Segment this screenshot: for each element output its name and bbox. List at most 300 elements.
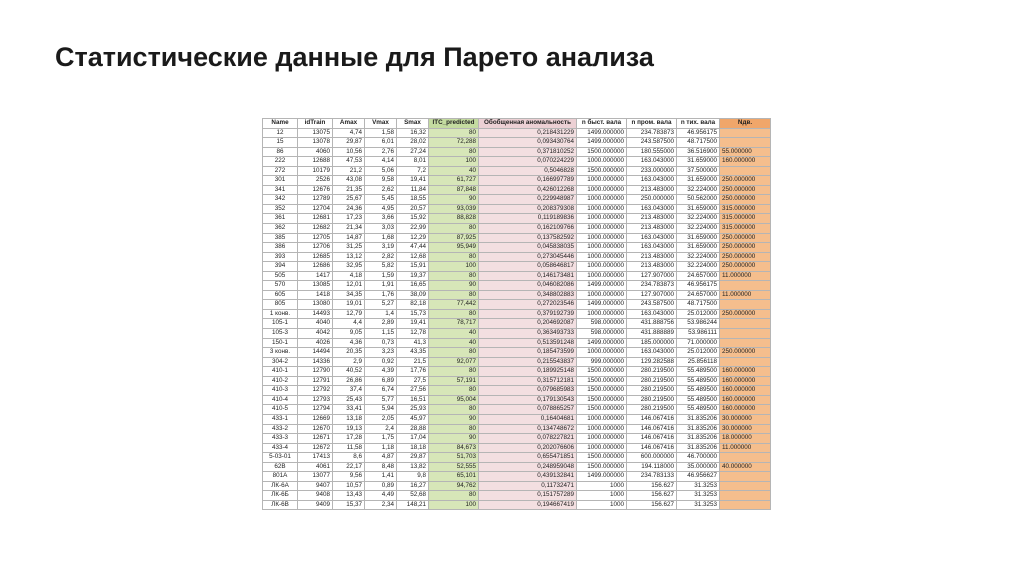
table-cell: 1000.000000 bbox=[577, 224, 627, 234]
table-cell: 280.219500 bbox=[627, 386, 677, 396]
table-cell: 250.000000 bbox=[627, 195, 677, 205]
table-cell bbox=[720, 481, 771, 491]
table-cell: 80 bbox=[429, 290, 479, 300]
table-row bbox=[263, 300, 771, 310]
table-row bbox=[263, 224, 771, 234]
table-cell: 213.483000 bbox=[627, 224, 677, 234]
table-row bbox=[263, 147, 771, 157]
table-cell: 0,426012268 bbox=[479, 185, 577, 195]
table-cell: 2,89 bbox=[365, 319, 397, 329]
table-cell: 19,37 bbox=[397, 271, 429, 281]
table-cell: 304-2 bbox=[263, 357, 298, 367]
table-cell: 163.043000 bbox=[627, 176, 677, 186]
table-cell: 148,21 bbox=[397, 500, 429, 510]
table-cell: 570 bbox=[263, 281, 298, 291]
table-cell: 12,79 bbox=[333, 309, 365, 319]
table-cell: 72,288 bbox=[429, 138, 479, 148]
table-cell: 12791 bbox=[298, 376, 333, 386]
table-cell: 21,5 bbox=[397, 357, 429, 367]
table-cell: 4026 bbox=[298, 338, 333, 348]
table-cell: 5-03-01 bbox=[263, 453, 298, 463]
table-cell: 1000.000000 bbox=[577, 204, 627, 214]
table-cell: 13077 bbox=[298, 472, 333, 482]
table-cell: 100 bbox=[429, 262, 479, 272]
table-cell: 0,348802883 bbox=[479, 290, 577, 300]
table-cell: 14494 bbox=[298, 348, 333, 358]
table-cell: 29,87 bbox=[333, 138, 365, 148]
table-cell: 1000.000000 bbox=[577, 157, 627, 167]
table-cell: 433-2 bbox=[263, 424, 298, 434]
table-cell: 13075 bbox=[298, 128, 333, 138]
table-cell: 80 bbox=[429, 405, 479, 415]
table-cell: 15,37 bbox=[333, 500, 365, 510]
table-cell: 40 bbox=[429, 166, 479, 176]
column-header: Name bbox=[263, 119, 298, 129]
column-header: n тих. вала bbox=[677, 119, 720, 129]
table-cell: 100 bbox=[429, 500, 479, 510]
table-cell: 12794 bbox=[298, 405, 333, 415]
table-cell: 12704 bbox=[298, 204, 333, 214]
table-cell: 185.000000 bbox=[627, 338, 677, 348]
table-cell: 1000.000000 bbox=[577, 271, 627, 281]
table-cell: 11.000000 bbox=[720, 290, 771, 300]
table-cell: 410-2 bbox=[263, 376, 298, 386]
table-cell: 0,146173481 bbox=[479, 271, 577, 281]
table-row bbox=[263, 348, 771, 358]
table-row bbox=[263, 166, 771, 176]
table-cell: 19,13 bbox=[333, 424, 365, 434]
table-cell: 4,36 bbox=[333, 338, 365, 348]
table-cell: 0,093430764 bbox=[479, 138, 577, 148]
table-cell: 1000 bbox=[577, 500, 627, 510]
table-row bbox=[263, 453, 771, 463]
table-cell: 1000.000000 bbox=[577, 176, 627, 186]
table-cell bbox=[720, 319, 771, 329]
table-cell: 13,18 bbox=[333, 414, 365, 424]
table-cell: 12688 bbox=[298, 157, 333, 167]
table-cell: 0,273045446 bbox=[479, 252, 577, 262]
table-cell: 11,58 bbox=[333, 443, 365, 453]
table-cell: 16,32 bbox=[397, 128, 429, 138]
table-cell: 0,272023546 bbox=[479, 300, 577, 310]
table-cell: 12,78 bbox=[397, 329, 429, 339]
table-row bbox=[263, 309, 771, 319]
table-cell: 55.489500 bbox=[677, 395, 720, 405]
table-row bbox=[263, 262, 771, 272]
table-cell: 250.000000 bbox=[720, 233, 771, 243]
table-row bbox=[263, 414, 771, 424]
table-cell: 0,218431229 bbox=[479, 128, 577, 138]
table-cell: 8,6 bbox=[333, 453, 365, 463]
table-cell: 233.000000 bbox=[627, 166, 677, 176]
table-cell: 505 bbox=[263, 271, 298, 281]
table-cell: 386 bbox=[263, 243, 298, 253]
table-cell: 4040 bbox=[298, 319, 333, 329]
table-cell: 86 bbox=[263, 147, 298, 157]
table-cell: 0,079685983 bbox=[479, 386, 577, 396]
table-row bbox=[263, 376, 771, 386]
table-cell: 25.012000 bbox=[677, 309, 720, 319]
table-row bbox=[263, 128, 771, 138]
table-cell: 37,4 bbox=[333, 386, 365, 396]
table-cell: 12789 bbox=[298, 195, 333, 205]
table-cell: 605 bbox=[263, 290, 298, 300]
table-cell: 250.000000 bbox=[720, 243, 771, 253]
table-cell: 1500.000000 bbox=[577, 147, 627, 157]
table-cell: 6,74 bbox=[365, 386, 397, 396]
table-row bbox=[263, 462, 771, 472]
table-cell: 26,86 bbox=[333, 376, 365, 386]
table-cell: 1417 bbox=[298, 271, 333, 281]
table-cell: 0,363493733 bbox=[479, 329, 577, 339]
table-cell: 15,91 bbox=[397, 262, 429, 272]
table-cell: 25,93 bbox=[397, 405, 429, 415]
table-cell: 2,9 bbox=[333, 357, 365, 367]
table-cell: 17,76 bbox=[397, 367, 429, 377]
table-cell: 12706 bbox=[298, 243, 333, 253]
table-cell: 31.835206 bbox=[677, 414, 720, 424]
table-cell: 2,4 bbox=[365, 424, 397, 434]
table-cell: 31.835206 bbox=[677, 443, 720, 453]
table-cell: 95,004 bbox=[429, 395, 479, 405]
table-cell: 80 bbox=[429, 491, 479, 501]
table-cell: 222 bbox=[263, 157, 298, 167]
table-cell: 999.000000 bbox=[577, 357, 627, 367]
table-cell: 4060 bbox=[298, 147, 333, 157]
table-cell: 163.043000 bbox=[627, 157, 677, 167]
table-cell: 24.657000 bbox=[677, 290, 720, 300]
table-cell: 80 bbox=[429, 367, 479, 377]
table-cell: 1000.000000 bbox=[577, 252, 627, 262]
table-cell: 105-1 bbox=[263, 319, 298, 329]
table-cell: 410-3 bbox=[263, 386, 298, 396]
column-header: Smax bbox=[397, 119, 429, 129]
table-row bbox=[263, 329, 771, 339]
table-cell: 1000.000000 bbox=[577, 243, 627, 253]
table-cell: 4,18 bbox=[333, 271, 365, 281]
table-cell: 9408 bbox=[298, 491, 333, 501]
table-cell: 213.483000 bbox=[627, 252, 677, 262]
table-cell: 0,151757289 bbox=[479, 491, 577, 501]
table-cell: 598.000000 bbox=[577, 319, 627, 329]
table-row bbox=[263, 424, 771, 434]
table-cell: 0,058646817 bbox=[479, 262, 577, 272]
table-cell: 127.907000 bbox=[627, 271, 677, 281]
table-cell: 18.000000 bbox=[720, 434, 771, 444]
table-cell: 65,101 bbox=[429, 472, 479, 482]
table-cell: 28,02 bbox=[397, 138, 429, 148]
table-cell bbox=[720, 500, 771, 510]
table-cell: 78,717 bbox=[429, 319, 479, 329]
table-cell bbox=[720, 472, 771, 482]
table-cell: 1,68 bbox=[365, 233, 397, 243]
table-cell: 80 bbox=[429, 128, 479, 138]
table-cell: 146.067416 bbox=[627, 434, 677, 444]
table-cell: 41,3 bbox=[397, 338, 429, 348]
table-cell: 2526 bbox=[298, 176, 333, 186]
table-cell: 160.000000 bbox=[720, 405, 771, 415]
table-cell: 12793 bbox=[298, 395, 333, 405]
table-cell: 146.067416 bbox=[627, 443, 677, 453]
table-row bbox=[263, 443, 771, 453]
table-cell: 80 bbox=[429, 424, 479, 434]
table-cell: 2,76 bbox=[365, 147, 397, 157]
table-cell: 19,41 bbox=[397, 176, 429, 186]
table-cell: 22,99 bbox=[397, 224, 429, 234]
table-cell bbox=[720, 357, 771, 367]
table-cell: 5,82 bbox=[365, 262, 397, 272]
table-cell: 1000.000000 bbox=[577, 348, 627, 358]
table-cell: 31.3253 bbox=[677, 491, 720, 501]
table-row bbox=[263, 138, 771, 148]
table-cell: 194.118000 bbox=[627, 462, 677, 472]
table-cell: 0,204692087 bbox=[479, 319, 577, 329]
table-cell: 1500.000000 bbox=[577, 367, 627, 377]
table-cell: 315.000000 bbox=[720, 214, 771, 224]
table-cell: 1000.000000 bbox=[577, 195, 627, 205]
table-cell: ЛК-6В bbox=[263, 500, 298, 510]
table-cell: 4,39 bbox=[365, 367, 397, 377]
table-row bbox=[263, 185, 771, 195]
table-cell: 46.956175 bbox=[677, 128, 720, 138]
table-cell: 393 bbox=[263, 252, 298, 262]
column-header: n быст. вала bbox=[577, 119, 627, 129]
table-row bbox=[263, 367, 771, 377]
column-header: Vmax bbox=[365, 119, 397, 129]
table-cell: 27,24 bbox=[397, 147, 429, 157]
table-cell: 12,29 bbox=[397, 233, 429, 243]
table-cell: 410-1 bbox=[263, 367, 298, 377]
table-cell: 1499.000000 bbox=[577, 128, 627, 138]
table-cell: 1499.000000 bbox=[577, 338, 627, 348]
table-cell: 46.956627 bbox=[677, 472, 720, 482]
table-cell: 19,01 bbox=[333, 300, 365, 310]
table-cell: 0,194667419 bbox=[479, 500, 577, 510]
table-cell: 25.856118 bbox=[677, 357, 720, 367]
table-cell: 0,655471851 bbox=[479, 453, 577, 463]
table-cell: 94,762 bbox=[429, 481, 479, 491]
header-row bbox=[263, 119, 771, 129]
table-cell: 0,078865257 bbox=[479, 405, 577, 415]
table-cell: 22,17 bbox=[333, 462, 365, 472]
table-cell: 1000.000000 bbox=[577, 262, 627, 272]
table-cell: 0,215543837 bbox=[479, 357, 577, 367]
table-cell: 1,41 bbox=[365, 472, 397, 482]
table-cell: 7,2 bbox=[397, 166, 429, 176]
table-cell: 2,82 bbox=[365, 252, 397, 262]
table-cell: 45,97 bbox=[397, 414, 429, 424]
table-cell: 341 bbox=[263, 185, 298, 195]
table-cell: 361 bbox=[263, 214, 298, 224]
table-cell: 156.627 bbox=[627, 500, 677, 510]
table-cell: 17413 bbox=[298, 453, 333, 463]
table-cell: 160.000000 bbox=[720, 376, 771, 386]
table-row bbox=[263, 481, 771, 491]
table-cell: 156.627 bbox=[627, 481, 677, 491]
table-cell: 1500.000000 bbox=[577, 376, 627, 386]
table-cell: 32.224000 bbox=[677, 224, 720, 234]
table-cell: 13080 bbox=[298, 300, 333, 310]
table-cell: 385 bbox=[263, 233, 298, 243]
table-cell: 280.219500 bbox=[627, 376, 677, 386]
table-row bbox=[263, 472, 771, 482]
table-cell: 36.516900 bbox=[677, 147, 720, 157]
table-cell: 80 bbox=[429, 271, 479, 281]
table-row bbox=[263, 271, 771, 281]
table-cell: 1500.000000 bbox=[577, 386, 627, 396]
table-cell: 250.000000 bbox=[720, 185, 771, 195]
table-cell: 160.000000 bbox=[720, 367, 771, 377]
table-cell: 90 bbox=[429, 281, 479, 291]
table-cell: 1000.000000 bbox=[577, 290, 627, 300]
table-cell: 12670 bbox=[298, 424, 333, 434]
table-cell: 3 конв. bbox=[263, 348, 298, 358]
table-cell: 1499.000000 bbox=[577, 281, 627, 291]
table-row bbox=[263, 386, 771, 396]
table-cell: 31.659000 bbox=[677, 233, 720, 243]
table-cell: 46.700000 bbox=[677, 453, 720, 463]
table-row bbox=[263, 157, 771, 167]
table-cell: 12,01 bbox=[333, 281, 365, 291]
table-cell: 12 bbox=[263, 128, 298, 138]
table-cell: 127.907000 bbox=[627, 290, 677, 300]
table-cell: 14493 bbox=[298, 309, 333, 319]
table-cell: 0,208379308 bbox=[479, 204, 577, 214]
table-cell: 1499.000000 bbox=[577, 300, 627, 310]
table-cell: 146.067416 bbox=[627, 424, 677, 434]
table-cell: 80 bbox=[429, 224, 479, 234]
table-cell: 1,91 bbox=[365, 281, 397, 291]
table-cell: 8,01 bbox=[397, 157, 429, 167]
table-cell: 55.000000 bbox=[720, 147, 771, 157]
table-cell: 8,48 bbox=[365, 462, 397, 472]
table-row bbox=[263, 491, 771, 501]
table-cell: 0,137582592 bbox=[479, 233, 577, 243]
table-cell: 15,73 bbox=[397, 309, 429, 319]
table-cell: 12,68 bbox=[397, 252, 429, 262]
table-cell: 80 bbox=[429, 252, 479, 262]
table-cell: 12672 bbox=[298, 443, 333, 453]
table-cell: 250.000000 bbox=[720, 176, 771, 186]
table-cell: 47,53 bbox=[333, 157, 365, 167]
table-cell: 100 bbox=[429, 157, 479, 167]
table-cell: 0,185473599 bbox=[479, 348, 577, 358]
table-cell: 34,35 bbox=[333, 290, 365, 300]
table-cell: 13,43 bbox=[333, 491, 365, 501]
table-cell: 87,925 bbox=[429, 233, 479, 243]
table-cell: 410-5 bbox=[263, 405, 298, 415]
table-cell bbox=[720, 281, 771, 291]
table-cell: 250.000000 bbox=[720, 195, 771, 205]
table-cell: 160.000000 bbox=[720, 157, 771, 167]
table-cell: 234.783873 bbox=[627, 128, 677, 138]
table-cell: 801А bbox=[263, 472, 298, 482]
table-cell: 394 bbox=[263, 262, 298, 272]
table-cell: 9,56 bbox=[333, 472, 365, 482]
table-cell: 5,27 bbox=[365, 300, 397, 310]
table-cell: 1,76 bbox=[365, 290, 397, 300]
table-row bbox=[263, 243, 771, 253]
table-cell: 10,57 bbox=[333, 481, 365, 491]
table-cell: 6,01 bbox=[365, 138, 397, 148]
table-cell: 1,18 bbox=[365, 443, 397, 453]
table-cell: 55.489500 bbox=[677, 376, 720, 386]
table-cell: 20,57 bbox=[397, 204, 429, 214]
table-cell: 61,727 bbox=[429, 176, 479, 186]
table-cell: 30.000000 bbox=[720, 414, 771, 424]
table-cell: 0,439132841 bbox=[479, 472, 577, 482]
table-cell: 163.043000 bbox=[627, 243, 677, 253]
table-cell: 431.888889 bbox=[627, 329, 677, 339]
table-cell: 90 bbox=[429, 414, 479, 424]
table-cell: 3,23 bbox=[365, 348, 397, 358]
column-header: Обобщенная аномальность bbox=[479, 119, 577, 129]
table-cell: 180.555000 bbox=[627, 147, 677, 157]
table-cell: 40 bbox=[429, 329, 479, 339]
table-cell: 77,442 bbox=[429, 300, 479, 310]
table-cell: 32.224000 bbox=[677, 262, 720, 272]
table-cell: 4,87 bbox=[365, 453, 397, 463]
column-header: n пром. вала bbox=[627, 119, 677, 129]
table-cell: 12686 bbox=[298, 262, 333, 272]
table-cell: 0,189925148 bbox=[479, 367, 577, 377]
table-cell: 80 bbox=[429, 309, 479, 319]
table-cell: 11.000000 bbox=[720, 443, 771, 453]
table-cell: 31.659000 bbox=[677, 157, 720, 167]
table-cell bbox=[720, 338, 771, 348]
table-cell: 13085 bbox=[298, 281, 333, 291]
table-cell: 0,315712181 bbox=[479, 376, 577, 386]
table-cell: 156.627 bbox=[627, 491, 677, 501]
table-cell: 84,673 bbox=[429, 443, 479, 453]
table-cell: 4,95 bbox=[365, 204, 397, 214]
table-cell: 12671 bbox=[298, 434, 333, 444]
table-cell: 31.835206 bbox=[677, 434, 720, 444]
table-cell: 3,66 bbox=[365, 214, 397, 224]
table-row bbox=[263, 214, 771, 224]
table-cell: 35.000000 bbox=[677, 462, 720, 472]
table-cell: 16,65 bbox=[397, 281, 429, 291]
table-cell bbox=[720, 329, 771, 339]
table-cell: 5,06 bbox=[365, 166, 397, 176]
table-cell: 20,35 bbox=[333, 348, 365, 358]
table-cell: 234.783873 bbox=[627, 281, 677, 291]
table-cell: 9409 bbox=[298, 500, 333, 510]
table-cell: 315.000000 bbox=[720, 204, 771, 214]
table-cell: 433-4 bbox=[263, 443, 298, 453]
table-cell: 160.000000 bbox=[720, 395, 771, 405]
table-row bbox=[263, 357, 771, 367]
table-cell: 87,848 bbox=[429, 185, 479, 195]
table-cell: 10179 bbox=[298, 166, 333, 176]
table-cell: 25,43 bbox=[333, 395, 365, 405]
table-cell: 9,05 bbox=[333, 329, 365, 339]
table-cell: 1000 bbox=[577, 491, 627, 501]
table-cell: 433-3 bbox=[263, 434, 298, 444]
table-cell: 12669 bbox=[298, 414, 333, 424]
table-cell: 410-4 bbox=[263, 395, 298, 405]
table-cell: 29,87 bbox=[397, 453, 429, 463]
table-header bbox=[263, 119, 771, 129]
table-cell: 1000.000000 bbox=[577, 414, 627, 424]
table-cell: 250.000000 bbox=[720, 262, 771, 272]
table-cell: 4,74 bbox=[333, 128, 365, 138]
table-cell: 1000.000000 bbox=[577, 443, 627, 453]
table-cell: 9,58 bbox=[365, 176, 397, 186]
table-cell: 1,75 bbox=[365, 434, 397, 444]
table-cell: 31.835206 bbox=[677, 424, 720, 434]
table-cell: 0,119189836 bbox=[479, 214, 577, 224]
